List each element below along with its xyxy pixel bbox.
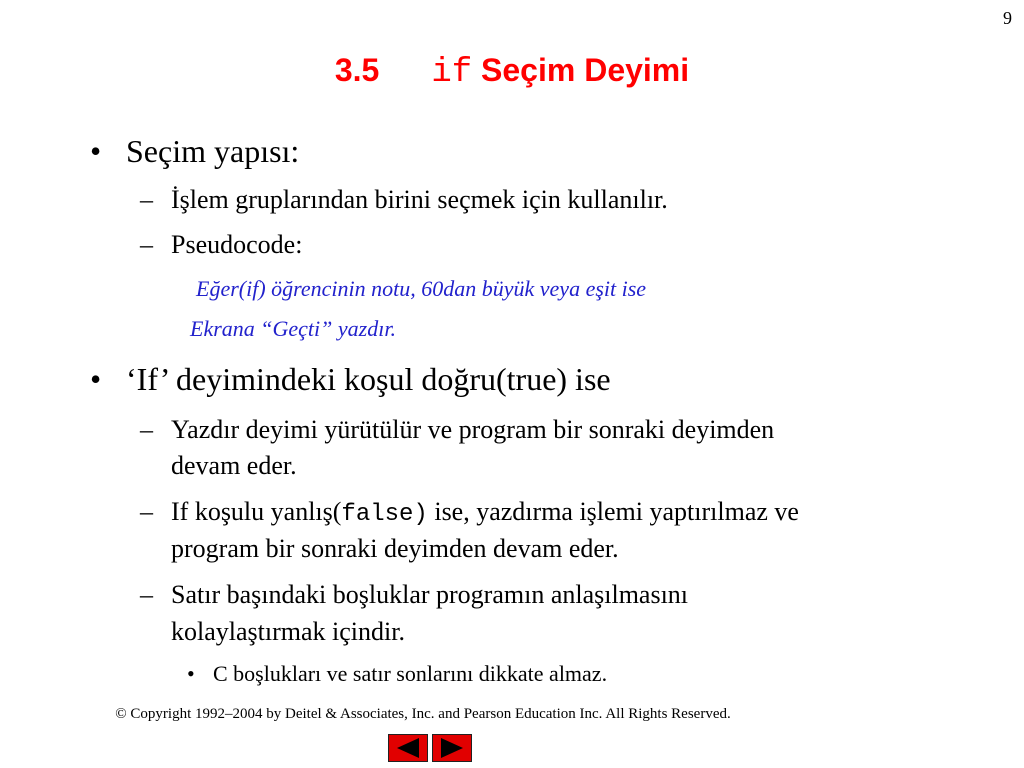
bullet-marker: • (90, 133, 102, 169)
slide-title (0, 52, 1024, 92)
next-slide-button[interactable] (432, 734, 472, 762)
title-text: Seçim Deyimi (481, 52, 690, 88)
dash-marker: – (140, 185, 153, 214)
sub-sub-bullet-text: C boşlukları ve satır sonlarını dikkate almaz. (213, 661, 608, 686)
section-number: 3.5 (334, 52, 380, 88)
sub-bullet-text: Yazdır deyimi yürütülür ve program bir sonraki deyimden (171, 415, 775, 444)
bullet-text: Seçim yapısı: (126, 133, 300, 169)
dash-marker: – (140, 230, 153, 259)
bullet-marker: • (187, 661, 195, 686)
copyright-notice: © Copyright 1992–2004 by Deitel & Associates, Inc. and Pearson Education Inc. All Rights Reserved. (115, 706, 731, 722)
text-segment: If koşulu yanlış( (171, 497, 342, 526)
bullet-text: ‘If’ deyimindeki koşul doğru(true) ise (126, 361, 611, 397)
pseudocode-line: Eğer(if) öğrencinin notu, 60dan büyük veya eşit ise (196, 276, 647, 301)
sub-bullet-text: Pseudocode: (171, 230, 303, 259)
page-number: 9 (1003, 8, 1012, 28)
sub-bullet-text: program bir sonraki deyimden devam eder. (171, 534, 619, 563)
previous-slide-button[interactable] (388, 734, 428, 762)
triangle-right-icon (433, 735, 471, 761)
triangle-left-icon (389, 735, 427, 761)
sub-bullet-text: devam eder. (171, 451, 297, 480)
dash-marker: – (140, 497, 153, 526)
code-segment: false) (341, 501, 428, 528)
text-segment: ise, yazdırma işlemi yaptırılmaz ve (427, 497, 799, 526)
sub-bullet-text: İşlem gruplarından birini seçmek için kullanılır. (171, 185, 668, 214)
pseudocode-line: Ekrana “Geçti” yazdır. (190, 316, 396, 341)
sub-bullet-text: Satır başındaki boşluklar programın anlaşılmasını (171, 580, 689, 609)
sub-bullet-text: kolaylaştırmak içindir. (171, 617, 405, 646)
bullet-marker: • (90, 361, 102, 397)
title-keyword: if (431, 54, 473, 92)
sub-bullet-text (171, 497, 799, 528)
dash-marker: – (140, 580, 153, 609)
dash-marker: – (140, 415, 153, 444)
